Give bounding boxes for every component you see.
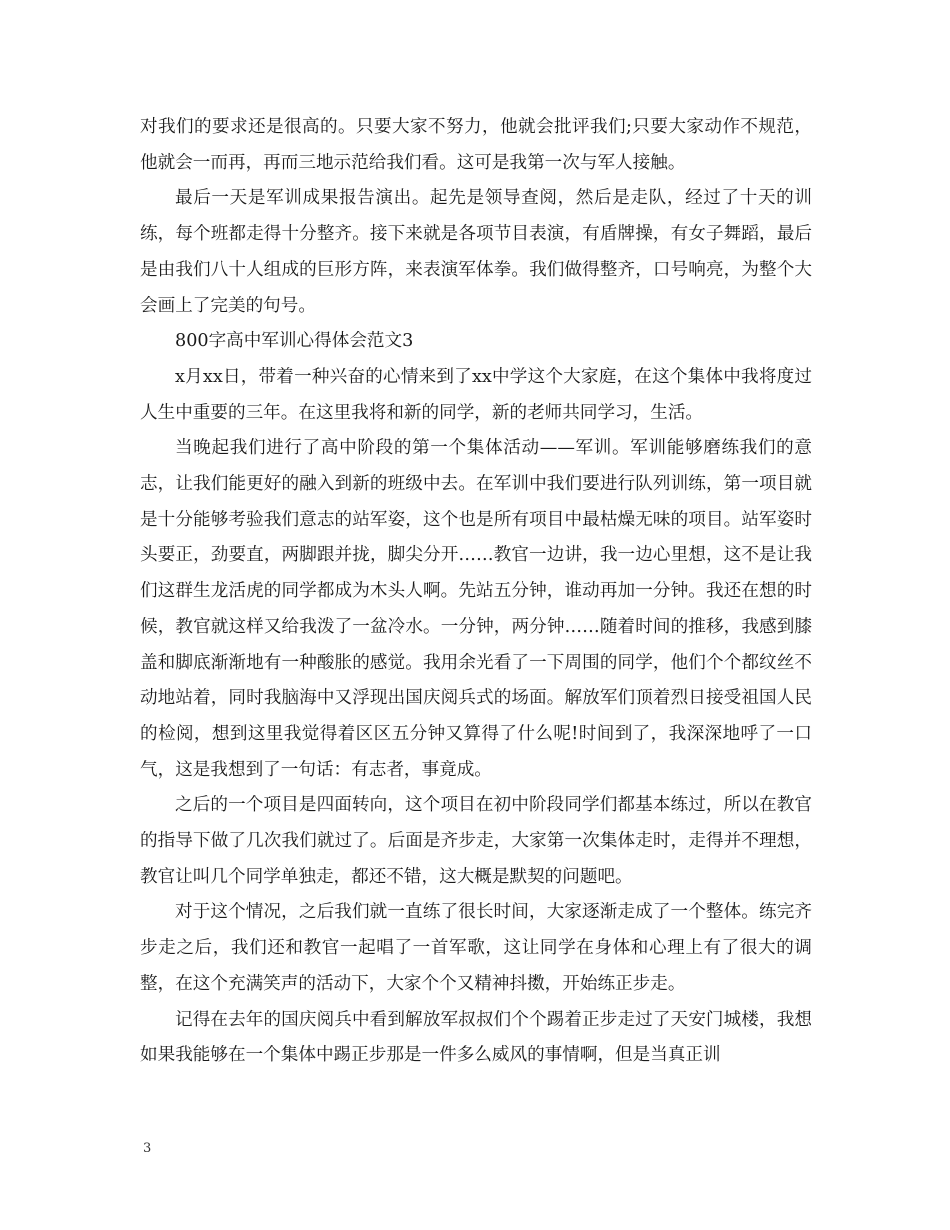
paragraph-4: 当晚起我们进行了高中阶段的第一个集体活动——军训。军训能够磨练我们的意志，让我们能更好的融入到新的班级中去。在军训中我们要进行队列训练，第一项目就是十分能够考验我们意志的站军姿，这个也是所有项目中最枯燥无味的项目。站军姿时头要正，劲要直，两脚跟并拢，脚尖分开……教官一边讲，我一边心里想，这不是让我们这群生龙活虎的同学都成为木头人啊。先站五分钟，谁动再加一分钟。我还在想的时候，教官就这样又给我泼了一盆冷水。一分钟，两分钟……随着时间的推移，我感到膝盖和脚底渐渐地有一种酸胀的感觉。我用余光看了一下周围的同学，他们个个都纹丝不动地站着，同时我脑海中又浮现出国庆阅兵式的场面。解放军们顶着烈日接受祖国人民的检阅，想到这里我觉得着区区五分钟又算得了什么呢!时间到了，我深深地呼了一口气，这是我想到了一句话：有志者，事竟成。 [140,438,812,780]
paragraph-3: x月xx日，带着一种兴奋的心情来到了xx中学这个大家庭，在这个集体中我将度过人生中重要的三年。在这里我将和新的同学，新的老师共同学习，生活。 [140,366,812,423]
paragraph-5: 之后的一个项目是四面转向，这个项目在初中阶段同学们都基本练过，所以在教官的指导下做了几次我们就过了。后面是齐步走，大家第一次集体走时，走得并不理想，教官让叫几个同学单独走，都还不错，这大概是默契的问题吧。 [140,795,812,887]
paragraph-7: 记得在去年的国庆阅兵中看到解放军叔叔们个个踢着正步走过了天安门城楼，我想如果我能够在一个集体中踢正步那是一件多么威风的事情啊，但是当真正训 [140,1009,812,1066]
paragraph-2: 最后一天是军训成果报告演出。起先是领导查阅，然后是走队，经过了十天的训练，每个班都走得十分整齐。接下来就是各项节目表演，有盾牌操，有女子舞蹈，最后是由我们八十人组成的巨形方阵，来表演军体拳。我们做得整齐，口号响亮，为整个大会画上了完美的句号。 [140,188,812,316]
paragraph-1: 对我们的要求还是很高的。只要大家不努力，他就会批评我们;只要大家动作不规范，他就会一而再，再而三地示范给我们看。这可是我第一次与军人接触。 [140,117,812,173]
section-heading: 800字高中军训心得体会范文3 [175,331,414,352]
document-body [140,110,812,1074]
page-number: 3 [143,1141,152,1156]
paragraph-6: 对于这个情况，之后我们就一直练了很长时间，大家逐渐走成了一个整体。练完齐步走之后，我们还和教官一起唱了一首军歌，这让同学在身体和心理上有了很大的调整，在这个充满笑声的活动下，大家个个又精神抖擞，开始练正步走。 [140,902,812,994]
